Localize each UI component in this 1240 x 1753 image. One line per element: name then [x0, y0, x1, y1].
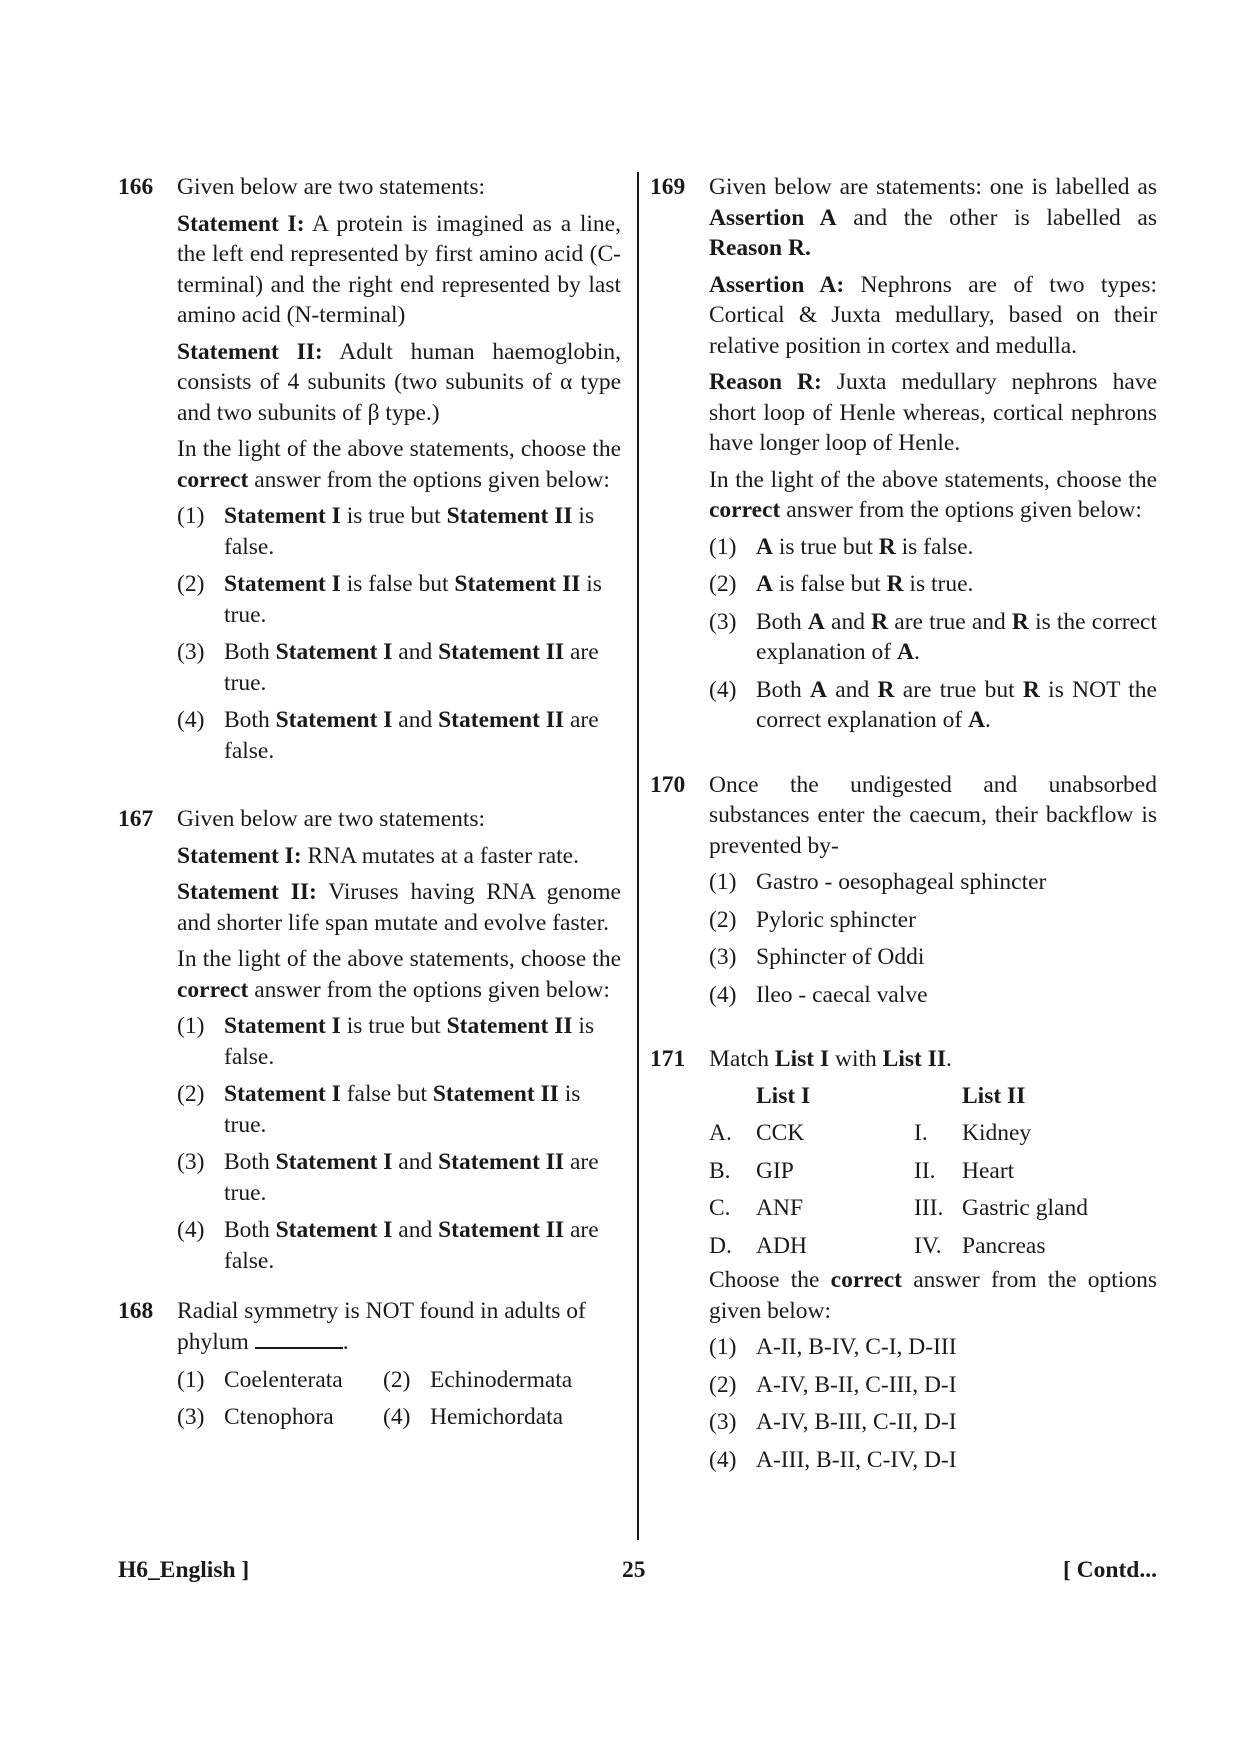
reason: Reason R: Juxta medullary nephrons have short loop of Henle whereas, cortical nephrons have longer loop of Henle. — [709, 369, 1157, 456]
options — [709, 867, 1157, 1010]
instruction: In the light of the above statements, choose the correct answer from the options given below: — [177, 946, 621, 1003]
options — [177, 1011, 621, 1276]
question-number: 167 — [118, 806, 154, 832]
option-3[interactable]: (3) A-IV, B-III, C-II, D-I — [709, 1409, 957, 1435]
option-3[interactable]: (3) Ctenophora — [177, 1403, 334, 1430]
instruction: In the light of the above statements, choose the correct answer from the options given below: — [177, 436, 621, 493]
question-intro: Given below are statements: one is labelled as Assertion A and the other is labelled as Reason R. — [709, 174, 1157, 261]
question-number: 168 — [118, 1298, 154, 1324]
question-intro: Given below are two statements: — [177, 174, 486, 200]
page-number: 25 — [622, 1557, 646, 1583]
option-3[interactable]: (3) Both Statement I and Statement II are true. — [177, 1149, 599, 1206]
options — [709, 532, 1157, 736]
option-4[interactable]: (4) Hemichordata — [383, 1403, 564, 1430]
instruction: Choose the correct answer from the options given below: — [709, 1267, 1157, 1324]
option-4[interactable]: (4) Ileo - caecal valve — [709, 981, 928, 1008]
question-number: 171 — [650, 1046, 686, 1072]
list1-heading: List I — [756, 1082, 811, 1109]
option-3[interactable]: (3) Both Statement I and Statement II are true. — [177, 639, 599, 696]
question-171 — [650, 1044, 1157, 1475]
list2-heading: List II — [962, 1082, 1026, 1109]
option-1[interactable]: (1) A is true but R is false. — [709, 533, 974, 560]
options — [177, 1365, 621, 1432]
question-169 — [650, 172, 1157, 736]
statement-2: Statement II: Adult human haemoglobin, consists of 4 subunits (two subunits of α type and two subunits of β type.) — [177, 338, 621, 426]
instruction: In the light of the above statements, choose the correct answer from the options given below: — [709, 466, 1157, 523]
option-2[interactable]: (2) A-IV, B-II, C-III, D-I — [709, 1371, 957, 1398]
option-3[interactable]: (3) Sphincter of Oddi — [709, 944, 925, 970]
option-1[interactable]: (1) Gastro - oesophageal sphincter — [709, 869, 1047, 895]
question-number: 170 — [650, 771, 686, 798]
option-2[interactable]: (2) A is false but R is true. — [709, 571, 974, 597]
page-footer — [118, 1555, 1157, 1587]
match-table: List I List II A. CCK I. Kidney B. GIP II. Heart C. ANF III. Gastric gland D. ADH IV. Pancreas — [709, 1081, 1157, 1262]
question-text: Radial symmetry is NOT found in adults of phylum . — [177, 1298, 586, 1355]
question-168 — [118, 1296, 621, 1432]
option-3[interactable]: (3) Both A and R are true and R is the correct explanation of A. — [709, 608, 1157, 665]
assertion: Assertion A: Nephrons are of two types: Cortical & Juxta medullary, based on their relative position in cortex and medulla. — [709, 271, 1158, 359]
right-column — [650, 172, 1157, 1482]
options — [709, 1332, 1157, 1475]
option-4[interactable]: (4) Both A and R are true but R is NOT the correct explanation of A. — [709, 676, 1157, 733]
statement-2: Statement II: Viruses having RNA genome and shorter life span mutate and evolve faster. — [177, 879, 621, 936]
question-intro: Given below are two statements: — [177, 806, 486, 832]
question-number: 166 — [118, 174, 154, 200]
answer-blank — [255, 1327, 343, 1349]
question-text: Once the undigested and unabsorbed substances enter the caecum, their backflow is prevented by- — [709, 771, 1157, 859]
options — [177, 501, 621, 766]
question-number: 169 — [650, 174, 686, 200]
question-text: Match List I with List II. — [709, 1046, 952, 1072]
option-2[interactable]: (2) Pyloric sphincter — [709, 906, 916, 933]
column-divider — [637, 172, 639, 1540]
option-1[interactable]: (1) A-II, B-IV, C-I, D-III — [709, 1334, 957, 1360]
continued-label: [ Contd... — [1062, 1557, 1157, 1583]
option-1[interactable]: (1) Statement I is true but Statement II is false. — [177, 503, 595, 560]
statement-1: Statement I: A protein is imagined as a line, the left end represented by first amino acid (C-terminal) and the right end represented by last amino acid (N-terminal) — [177, 210, 621, 328]
option-4[interactable]: (4) Both Statement I and Statement II are false. — [177, 707, 599, 764]
option-2[interactable]: (2) Echinodermata — [383, 1367, 573, 1393]
left-column — [118, 172, 621, 1432]
option-1[interactable]: (1) Statement I is true but Statement II is false. — [177, 1013, 595, 1070]
option-4[interactable]: (4) Both Statement I and Statement II are false. — [177, 1217, 599, 1274]
question-167 — [118, 804, 621, 1276]
option-2[interactable]: (2) Statement I is false but Statement II is true. — [177, 571, 602, 628]
option-4[interactable]: (4) A-III, B-II, C-IV, D-I — [709, 1446, 957, 1473]
question-166 — [118, 172, 621, 766]
option-1[interactable]: (1) Coelenterata — [177, 1367, 343, 1393]
statement-1: Statement I: RNA mutates at a faster rate. — [177, 842, 579, 869]
option-2[interactable]: (2) Statement I false but Statement II is true. — [177, 1081, 581, 1138]
question-170 — [650, 770, 1157, 1011]
booklet-code: H6_English ] — [118, 1557, 250, 1583]
